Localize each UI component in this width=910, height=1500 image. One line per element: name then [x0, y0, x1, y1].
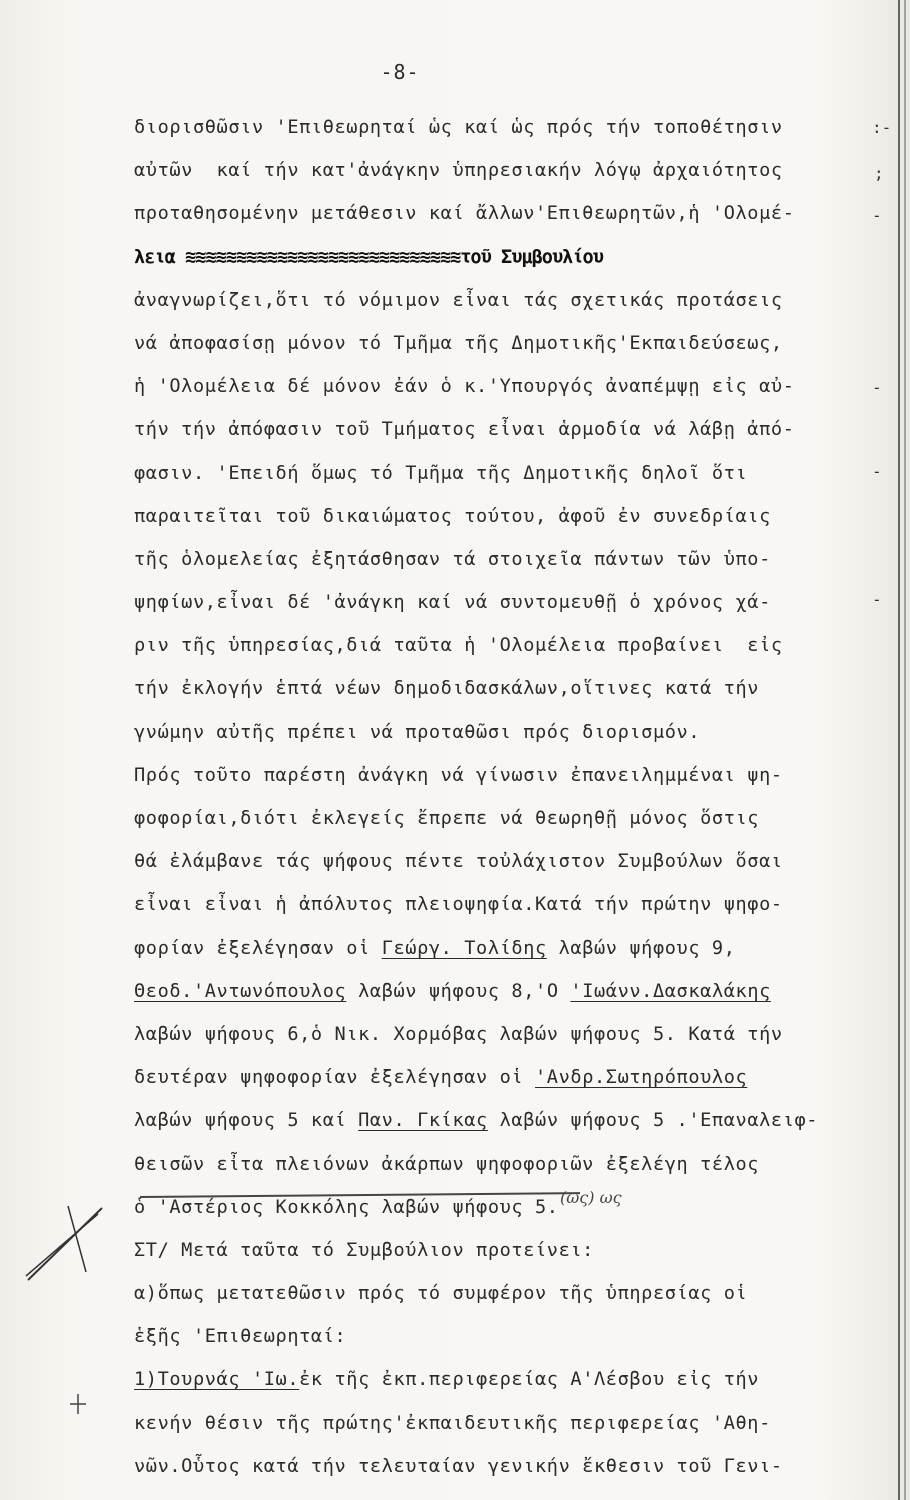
text-line: δευτέραν ψηφοφορίαν ἐξελέγησαν οἱ 'Ανδρ.Σωτηρόπουλος: [134, 1067, 748, 1089]
text-line: νῶν.Οὗτος κατά τήν τελευταίαν γενικήν ἔκθεσιν τοῦ Γενι-: [134, 1455, 783, 1477]
right-page-edge-inner: [904, 0, 906, 1500]
text-line: ΣΤ/ Μετά ταῦτα τό Συμβούλιον προτείνει:: [134, 1239, 594, 1261]
text-line: αὐτῶν καί τήν κατ'ἀνάγκην ὑπηρεσιακήν λόγῳ ἀρχαιότητος: [134, 160, 783, 182]
handwritten-annotation: (ως) ως: [560, 1188, 622, 1207]
text-line: ἀναγνωρίζει,ὅτι τό νόμιμον εἶναι τάς σχετικάς προτάσεις: [134, 289, 783, 311]
margin-dash: -: [872, 462, 882, 481]
margin-dash: :-: [872, 118, 892, 137]
text-line: τήν τήν ἀπόφασιν τοῦ Τμήματος εἶναι ἁρμοδία νά λάβῃ ἀπό-: [134, 419, 795, 441]
text-line: φασιν. 'Επειδή ὅμως τό Τμῆμα τῆς Δημοτικῆς δηλοῖ ὅτι: [134, 462, 748, 484]
text-line: εἶναι εἶναι ἡ ἀπόλυτος πλειοψηφία.Κατά τήν πρώτην ψηφο-: [134, 894, 783, 916]
text-line: ριν τῆς ὑπηρεσίας,διά ταῦτα ἡ 'Ολομέλεια προβαίνει εἰς: [134, 635, 783, 657]
margin-dash: -: [872, 378, 882, 397]
text-line: τῆς ὁλομελείας ἐξητάσθησαν τά στοιχεῖα πάντων τῶν ὑπο-: [134, 548, 771, 570]
text-line: παραιτεῖται τοῦ δικαιώματος τούτου, ἀφοῦ ἐν συνεδρίαις: [134, 505, 771, 527]
text-line: θεισῶν εἶτα πλειόνων ἀκάρπων ψηφοφοριῶν ἐξελέγη τέλος: [134, 1153, 760, 1175]
margin-dash: -: [872, 590, 882, 609]
text-line: προταθησομένην μετάθεσιν καί ἄλλων'Επιθεωρητῶν,ἡ 'Ολομέ-: [134, 203, 795, 225]
page-number: -8-: [380, 60, 420, 84]
right-page-edge: [898, 0, 900, 1500]
text-line: 1)Τουρνάς 'Ιω.ἐκ τῆς ἐκπ.περιφερείας Α'Λέσβου εἰς τήν: [134, 1369, 760, 1391]
text-line: κενήν θέσιν τῆς πρώτης'ἐκπαιδευτικῆς περιφερείας 'Αθη-: [134, 1412, 771, 1434]
text-line: Θεοδ.'Αντωνόπουλος λαβών ψήφους 8,'Ο 'Ιωάνν.Δασκαλάκης: [134, 980, 771, 1002]
text-line: ἡ 'Ολομέλεια δέ μόνον ἐάν ὁ κ.'Υπουργός ἀναπέμψῃ εἰς αὐ-: [134, 376, 795, 398]
text-line: θά ἐλάμβανε τάς ψήφους πέντε τοὐλάχιστον Συμβούλων ὅσαι: [134, 851, 783, 873]
text-line: ἑξῆς 'Επιθεωρηταί:: [134, 1326, 347, 1348]
text-line: τήν ἐκλογήν ἑπτά νέων δημοδιδασκάλων,οἵτινες κατά τήν: [134, 678, 760, 700]
text-line: λαβών ψήφους 6,ὁ Νικ. Χορμόβας λαβών ψήφους 5. Κατά τήν: [134, 1023, 783, 1045]
text-line: ὁ 'Αστέριος Κοκκόλης λαβών ψήφους 5.: [134, 1196, 559, 1218]
text-line: ψηφίων,εἶναι δέ 'ἀνάγκη καί νά συντομευθῇ ὁ χρόνος χά-: [134, 592, 771, 614]
text-line: φοφορίαι,διότι ἐκλεγείς ἔπρεπε νά θεωρηθῇ μόνος ὅστις: [134, 808, 760, 829]
margin-dash: -: [872, 206, 882, 225]
text-line: γνώμην αὐτῆς πρέπει νά προταθῶσι πρός διορισμόν.: [134, 721, 701, 743]
text-line: διορισθῶσιν 'Επιθεωρηταί ὡς καί ὡς πρός τήν τοποθέτησιν: [134, 117, 783, 138]
text-line: α)ὅπως μετατεθῶσιν πρός τό συμφέρον τῆς ὑπηρεσίας οἱ: [134, 1283, 748, 1305]
text-line: λεια ≋≋≋≋≋≋≋≋≋≋≋≋≋≋≋≋≋≋≋≋≋≋≋≋≋≋≋τοῦ Συμβουλίου: [134, 246, 603, 268]
text-line: νά ἀποφασίσῃ μόνον τό Τμῆμα τῆς Δημοτικῆς'Εκπαιδεύσεως,: [134, 332, 783, 354]
typewritten-body: [134, 106, 874, 1488]
text-line: Πρός τοῦτο παρέστη ἀνάγκη νά γίνωσιν ἐπανειλημμέναι ψη-: [134, 764, 783, 786]
text-line: λαβών ψήφους 5 καί Παν. Γκίκας λαβών ψήφους 5 .'Επαναλειφ-: [134, 1110, 819, 1132]
plus-mark: [66, 1392, 90, 1416]
pen-cross-mark: [20, 1200, 110, 1290]
text-line: φορίαν ἐξελέγησαν οἱ Γεώργ. Τολίδης λαβών ψήφους 9,: [134, 937, 736, 959]
margin-dash: ;: [874, 164, 884, 183]
